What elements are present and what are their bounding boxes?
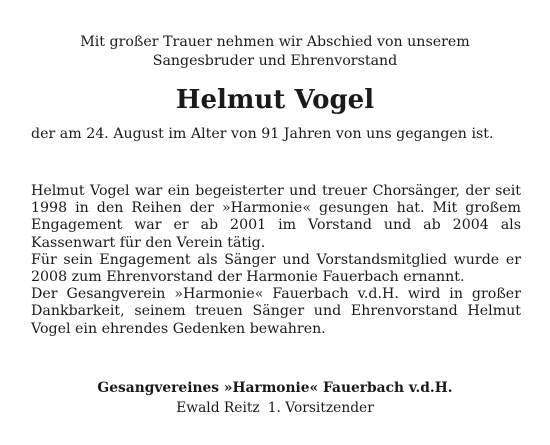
signature-block xyxy=(0,378,550,418)
death-line: der am 24. August im Alter von 91 Jahren von uns gegangen ist. xyxy=(31,126,494,142)
intro-line-1: Mit großer Trauer nehmen wir Abschied von unserem xyxy=(80,34,470,50)
intro-line-2: Sangesbruder und Ehrenvorstand xyxy=(152,53,398,69)
signer-line xyxy=(0,398,550,418)
tribute-paragraph-3: Der Gesangverein »Harmonie« Fauerbach v.d.H. wird in großer Dankbarkeit, seinem treuen Sänger und Ehrenvorstand Helmut Vogel ein ehrendes Gedenken bewahren. xyxy=(31,286,521,337)
intro-text xyxy=(0,33,550,71)
deceased-name: Helmut Vogel xyxy=(175,85,375,115)
club-name: Gesangvereines »Harmonie« Fauerbach v.d.H. xyxy=(97,380,453,396)
tribute-paragraph-1: Helmut Vogel war ein begeisterter und treuer Chorsänger, der seit 1998 in den Reihen der »Harmonie« gesungen hat. Mit großem Engagement war er ab 2001 im Vorstand und ab 2004 als Kassenwart für den Verein tätig. xyxy=(31,183,521,251)
signer-role: 1. Vorsitzender xyxy=(267,400,374,416)
tribute-paragraph-2: Für sein Engagement als Sänger und Vorstandsmitglied wurde er 2008 zum Ehrenvorstand der Harmonie Fauerbach ernannt. xyxy=(31,251,521,286)
signer-name: Ewald Reitz xyxy=(176,400,260,416)
tribute-body xyxy=(31,183,521,338)
